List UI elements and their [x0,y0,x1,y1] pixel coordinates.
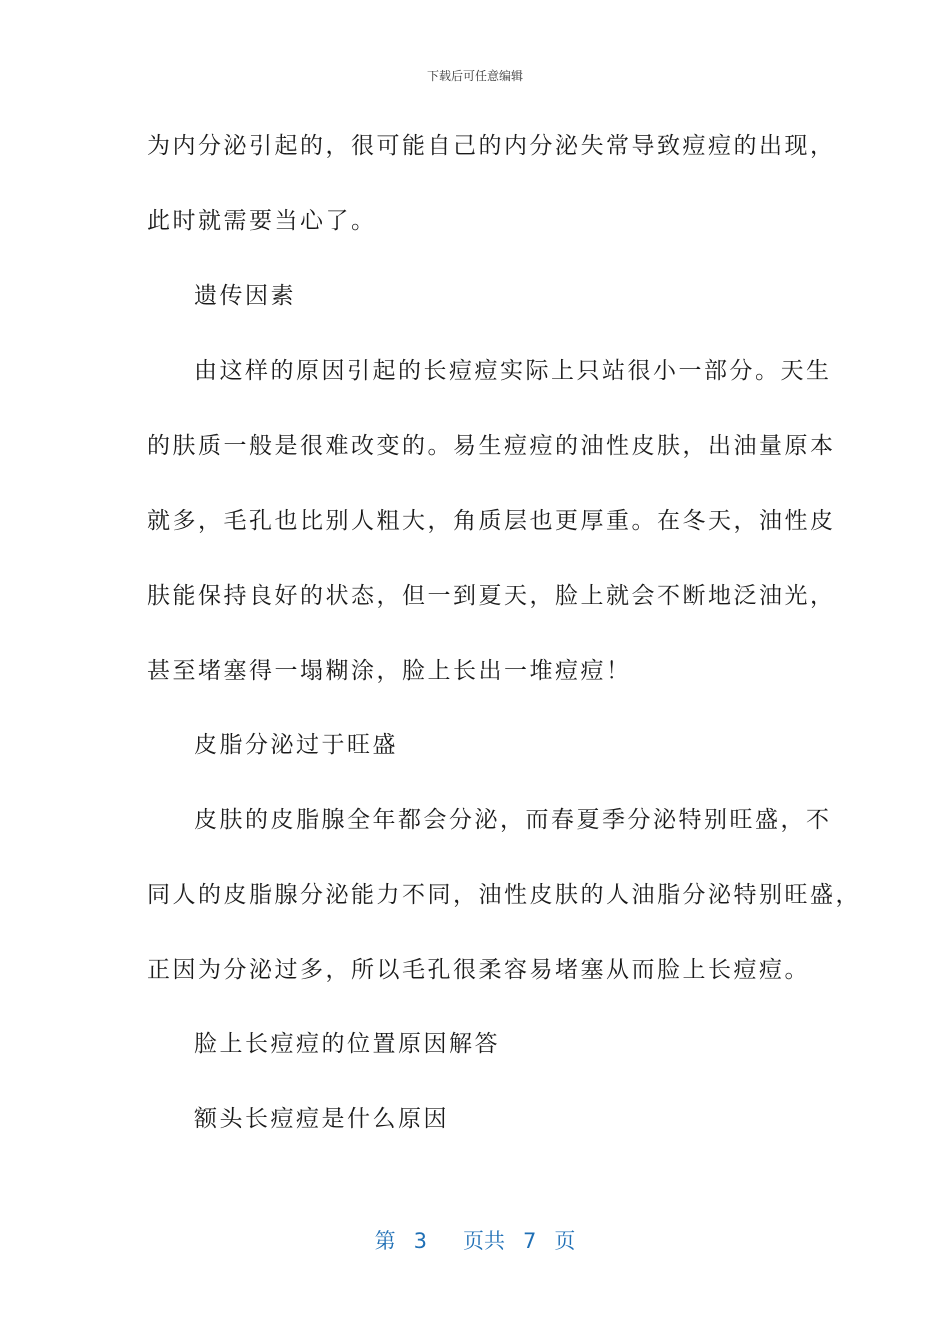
paragraph-line: 由这样的原因引起的长痘痘实际上只站很小一部分。天生 [194,358,832,384]
paragraph-line: 的肤质一般是很难改变的。易生痘痘的油性皮肤，出油量原本 [147,433,836,459]
paragraph-line: 皮肤的皮脂腺全年都会分泌，而春夏季分泌特别旺盛，不 [194,807,832,833]
footer-di: 第 [374,1229,396,1253]
section-heading: 额头长痘痘是什么原因 [194,1106,449,1132]
section-heading: 皮脂分泌过于旺盛 [194,732,398,758]
footer-total-pages: 7 [523,1229,537,1253]
paragraph-line: 为内分泌引起的，很可能自己的内分泌失常导致痘痘的出现， [147,133,836,159]
footer-page-number: 3 [413,1229,427,1253]
paragraph-line: 就多，毛孔也比别人粗大，角质层也更厚重。在冬天，油性皮 [147,508,836,534]
page-footer [0,1225,950,1255]
paragraph-line: 同人的皮脂腺分泌能力不同，油性皮肤的人油脂分泌特别旺盛， [147,882,861,908]
paragraph-line: 肤能保持良好的状态，但一到夏天，脸上就会不断地泛油光， [147,583,836,609]
page-header: 下载后可任意编辑 [426,69,523,83]
footer-ye-gong: 页共 [463,1229,505,1253]
section-heading: 脸上长痘痘的位置原因解答 [194,1031,500,1057]
footer-ye: 页 [554,1229,576,1253]
section-heading: 遗传因素 [194,283,296,309]
paragraph-line: 正因为分泌过多，所以毛孔很柔容易堵塞从而脸上长痘痘。 [147,957,810,983]
paragraph-line: 此时就需要当心了。 [147,208,377,234]
paragraph-line: 甚至堵塞得一塌糊涂，脸上长出一堆痘痘！ [147,658,632,684]
